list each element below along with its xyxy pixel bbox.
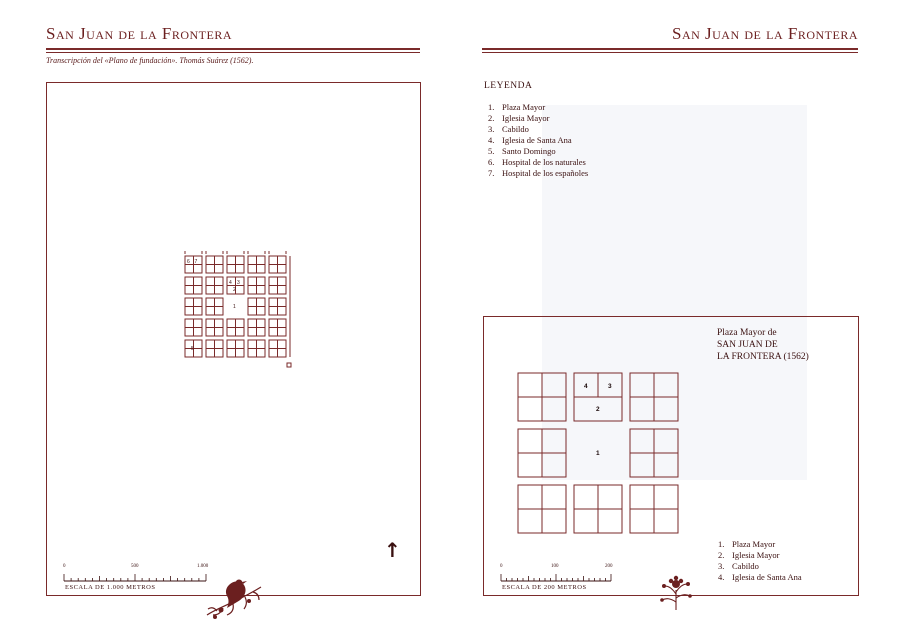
inset-legend-item: 3. Cabildo: [718, 561, 759, 571]
inset-legend-item: 1. Plaza Mayor: [718, 539, 776, 549]
flower-sprig-icon: [656, 572, 696, 612]
inset-title-line1: Plaza Mayor de: [717, 328, 777, 338]
map-mark: [287, 363, 291, 367]
plaza-mayor-map: [484, 317, 858, 595]
map-number: 2: [233, 287, 236, 293]
inset-legend-list: [718, 539, 802, 583]
legend-item: 5. Santo Domingo: [488, 146, 556, 156]
legend-item: 3. Cabildo: [488, 124, 529, 134]
left-header-rule-thin: [46, 52, 420, 53]
legend-list: [488, 102, 588, 179]
street-stub: [227, 251, 244, 254]
legend-item: 4. Iglesia de Santa Ana: [488, 135, 572, 145]
inset-map-number: 3: [608, 383, 612, 390]
bird-on-branch-icon: [205, 577, 263, 623]
inset-title-line2: SAN JUAN DE: [717, 340, 778, 350]
right-header-title: San Juan de la Frontera: [671, 24, 858, 43]
inset-frame: [483, 316, 859, 596]
inset-map-number: 1: [596, 450, 600, 457]
left-scale-tick-0: 0: [63, 564, 66, 569]
inset-scale-ruler: [500, 572, 630, 584]
street-stub: [206, 251, 223, 254]
inset-scale-tick-0: 0: [500, 564, 503, 569]
left-header-title: San Juan de la Frontera: [46, 24, 233, 43]
inset-scale-label: ESCALA DE 200 METROS: [502, 584, 587, 591]
left-subtitle: Transcripción del «Plano de fundación». Thomás Suárez (1562).: [46, 56, 254, 65]
inset-map-number: 4: [584, 383, 588, 390]
inset-scale-tick-200: 200: [605, 564, 613, 569]
legend-item: 1. Plaza Mayor: [488, 102, 546, 112]
map-number: 7: [194, 259, 198, 265]
left-map-frame: [46, 82, 421, 596]
right-header-rule-thin: [482, 52, 858, 53]
inset-scale-tick-100: 100: [551, 564, 559, 569]
inset-title-line3: LA FRONTERA (1562): [717, 352, 809, 362]
legend-item: 2. Iglesia Mayor: [488, 113, 550, 123]
map-number: 4: [229, 280, 232, 286]
left-scale-tick-1000: 1.000: [197, 564, 209, 569]
left-scale-ruler: [63, 572, 213, 584]
inset-map-number: 2: [596, 406, 600, 413]
left-scale-tick-500: 500: [131, 564, 139, 569]
left-scale-bar: [63, 561, 213, 591]
map-number: 1: [233, 304, 236, 310]
map-number: 3: [237, 280, 240, 286]
map-number: 5: [191, 346, 194, 352]
inset-legend-item: 2. Iglesia Mayor: [718, 550, 780, 560]
map-number: 6: [187, 259, 190, 265]
right-header-rule-thick: [482, 48, 858, 50]
legend-title: LEYENDA: [484, 81, 533, 91]
street-stub: [269, 251, 286, 254]
left-scale-label: ESCALA DE 1.000 METROS: [65, 584, 156, 591]
right-page: [450, 0, 900, 639]
left-header-rule-thick: [46, 48, 420, 50]
street-stub: [185, 251, 202, 254]
inset-scale-bar: [500, 561, 630, 591]
foundation-plan-map: [47, 83, 420, 595]
legend-item: 6. Hospital de los naturales: [488, 157, 586, 167]
street-stub: [248, 251, 265, 254]
north-arrow-icon: ↑: [384, 538, 401, 562]
legend-item: 7. Hospital de los españoles: [488, 168, 589, 178]
inset-legend-item: 4. Iglesia de Santa Ana: [718, 572, 802, 582]
